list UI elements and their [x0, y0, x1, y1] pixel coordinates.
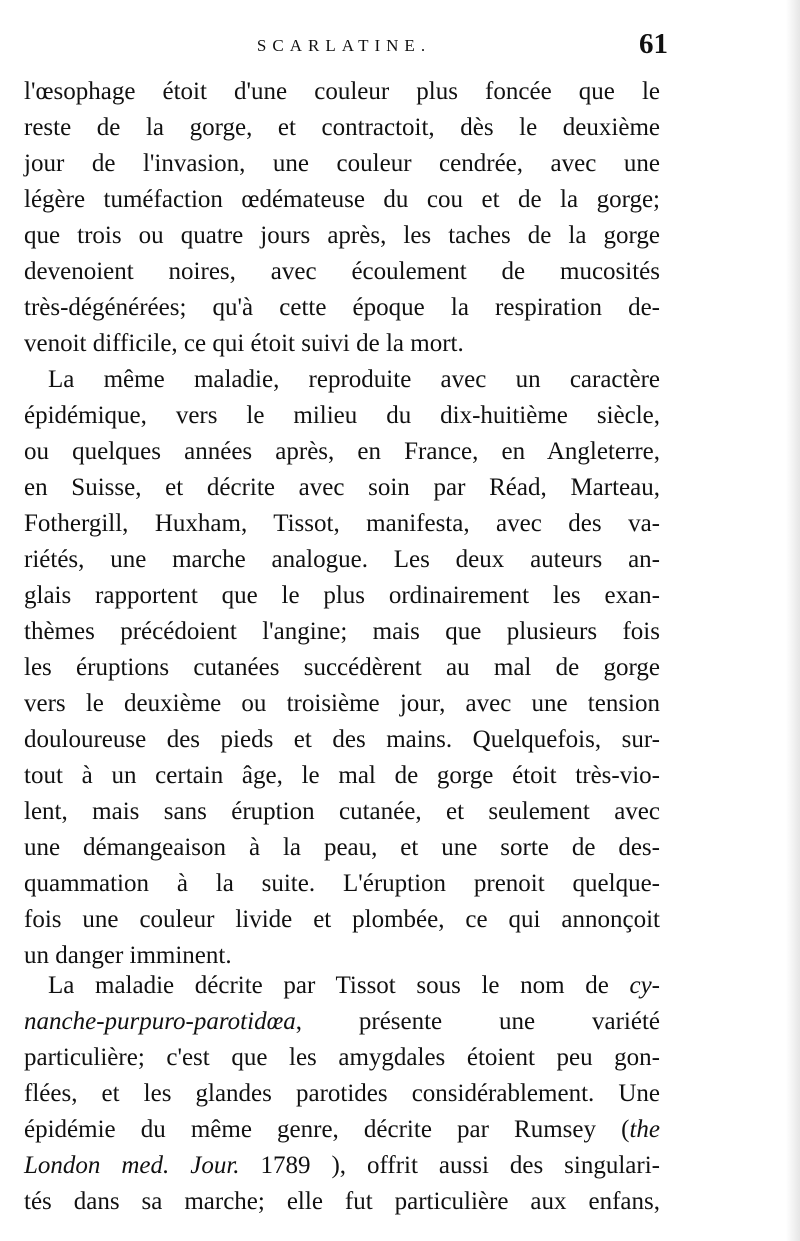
text-line: thèmes précédoient l'angine; mais que plusieurs fois: [24, 618, 660, 645]
text-line: l'œsophage étoit d'une couleur plus foncée que le: [24, 78, 660, 105]
text-line: très-dégénérées; qu'à cette époque la respiration de-: [24, 294, 660, 321]
text-line: Fothergill, Huxham, Tissot, manifesta, avec des va-: [24, 510, 660, 537]
italic-span: the: [629, 1116, 660, 1143]
text-span: épidémie du même genre, décrite par Rumsey (: [24, 1116, 630, 1143]
text-line: tés dans sa marche; elle fut particulière aux enfans,: [24, 1188, 660, 1215]
text-line: fois une couleur livide et plombée, ce qui annonçoit: [24, 906, 660, 933]
text-line: en Suisse, et décrite avec soin par Réad, Marteau,: [24, 474, 660, 501]
scan-edge-shadow: [786, 0, 800, 1241]
text-line: quammation à la suite. L'éruption prenoit quelque-: [24, 870, 660, 897]
text-line: flées, et les glandes parotides considérablement. Une: [24, 1080, 660, 1107]
text-line: La même maladie, reproduite avec un caractère: [48, 366, 660, 393]
text-line: douloureuse des pieds et des mains. Quelquefois, sur-: [24, 726, 660, 753]
text-line: vers le deuxième ou troisième jour, avec une tension: [24, 690, 660, 717]
text-line: que trois ou quatre jours après, les taches de la gorge: [24, 222, 660, 249]
text-line: [24, 1148, 660, 1184]
text-line: glais rapportent que le plus ordinairement les exan-: [24, 582, 660, 609]
text-line: ou quelques années après, en France, en Angleterre,: [24, 438, 660, 465]
text-line: devenoient noires, avec écoulement de mucosités: [24, 258, 660, 285]
text-line: lent, mais sans éruption cutanée, et seulement avec: [24, 798, 660, 825]
text-line: riétés, une marche analogue. Les deux auteurs an-: [24, 546, 660, 573]
italic-span: cy-: [629, 972, 660, 999]
text-line: un danger imminent.: [24, 942, 232, 969]
text-line: épidémique, vers le milieu du dix-huitième siècle,: [24, 402, 660, 429]
page-header: [24, 28, 668, 68]
text-line: [24, 1004, 660, 1040]
page-number: 61: [639, 28, 668, 60]
text-line: une démangeaison à la peau, et une sorte de des-: [24, 834, 660, 861]
text-line: tout à un certain âge, le mal de gorge étoit très-vio-: [24, 762, 660, 789]
text-line: [24, 968, 660, 1004]
text-line: jour de l'invasion, une couleur cendrée, avec une: [24, 150, 660, 177]
text-span: 1789 ), offrit aussi des singulari-: [239, 1152, 660, 1179]
text-line: légère tuméfaction œdémateuse du cou et de la gorge;: [24, 186, 660, 213]
italic-span: London med. Jour.: [24, 1152, 240, 1179]
text-span: La maladie décrite par Tissot sous le nom de: [48, 972, 630, 999]
text-line: [24, 1112, 660, 1148]
text-line: particulière; c'est que les amygdales étoient peu gon-: [24, 1044, 660, 1071]
running-head: SCARLATINE.: [256, 36, 432, 55]
text-line: venoit difficile, ce qui étoit suivi de la mort.: [24, 330, 464, 357]
italic-span: nanche-purpuro-parotidœa: [24, 1008, 296, 1035]
text-line: les éruptions cutanées succédèrent au mal de gorge: [24, 654, 660, 681]
text-span: , présente une variété: [295, 1008, 660, 1035]
text-line: reste de la gorge, et contractoit, dès le deuxième: [24, 114, 660, 141]
